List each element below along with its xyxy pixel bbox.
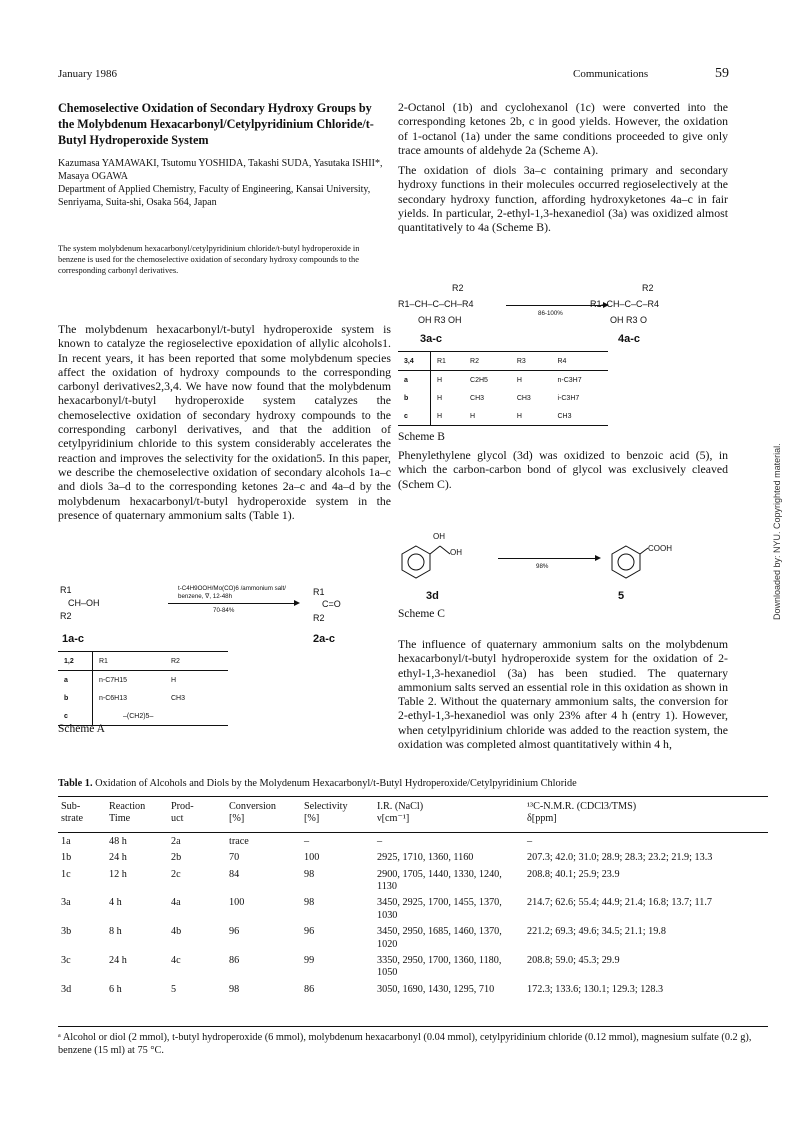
table1-col-header: Reaction Time [109, 801, 146, 825]
scheme-b-product-bottom: OH R3 O [610, 315, 648, 325]
scheme-a-r2: R2 [60, 611, 72, 621]
table1-col-header: I.R. (NaCl) ν[cm⁻¹] [377, 801, 424, 825]
scheme-c-product-label: 5 [618, 590, 625, 602]
scheme-c-oh-side: OH [450, 548, 462, 557]
table1-cell: 6 h [109, 983, 122, 995]
scheme-b-cell: H [437, 412, 443, 420]
table1-cell: 100 [304, 852, 320, 864]
page-number: 59 [715, 66, 729, 81]
table1-col-header: Sub- strate [61, 801, 84, 825]
table1-cell: 2900, 1705, 1440, 1330, 1240, 1130 [377, 868, 502, 893]
table1-cell: 4b [171, 926, 182, 938]
table1-cell: 98 [304, 897, 315, 909]
paragraph-glycol: Phenylethylene glycol (3d) was oxidized to benzoic acid (5), in which the carbon-carbon bond of glycol was exclusively cleaved (Schem C). [398, 448, 728, 491]
scheme-a-th: 1,2 [58, 652, 93, 671]
scheme-b-product-main: R1–CH–C–C–R4 [590, 299, 660, 309]
scheme-b-product-label: 4a-c [618, 333, 641, 345]
table1-cell: 3c [61, 955, 71, 967]
scheme-a-arrow [168, 603, 298, 604]
scheme-a-cell: CH3 [171, 694, 186, 702]
table1-cell: 3450, 2925, 1700, 1455, 1370, 1030 [377, 897, 502, 921]
scheme-b-yield: 86-100% [538, 310, 563, 317]
scheme-c-arrow [498, 558, 598, 559]
scheme-b-cell: H [516, 376, 522, 384]
table-row [58, 866, 768, 895]
table1-cell: 3d [61, 983, 72, 995]
table1-caption-text: Oxidation of Alcohols and Diols by the Molydenum Hexacarbonyl/t-Butyl Hydroperoxide/Cetylpyridinium Chloride [95, 778, 577, 789]
arrow-head-icon [294, 600, 300, 606]
scheme-c-yield: 98% [536, 563, 549, 570]
scheme-b-reactant-label: 3a-c [420, 333, 443, 345]
left-column-text [58, 322, 391, 527]
table1-cell: 208.8; 59.0; 45.3; 29.9 [527, 955, 620, 967]
table1-cell: 98 [304, 868, 315, 880]
table1-cell: 24 h [109, 852, 127, 864]
table1-cell: 99 [304, 955, 315, 967]
scheme-a-cell: n-C7H15 [99, 676, 128, 684]
scheme-b-cell: H [516, 412, 522, 420]
scheme-a-table [58, 651, 228, 726]
scheme-b-product-top: R2 [642, 283, 654, 293]
scheme-a-product-r2: R2 [313, 613, 325, 623]
table-row [58, 923, 768, 952]
table-row [58, 894, 768, 923]
scheme-a-yield: 70-84% [213, 607, 235, 614]
scheme-b-cell: CH3 [470, 394, 485, 402]
affiliation: Department of Applied Chemistry, Faculty of Engineering, Kansai University, Senriyama, Suita-shi, Osaka 564, Japan [58, 184, 371, 208]
scheme-a-th: R2 [171, 657, 180, 665]
scheme-a-cell: a [58, 671, 93, 690]
scheme-b-cell: H [437, 394, 443, 402]
scheme-c-label: Scheme C [398, 608, 445, 620]
scheme-a-cell: b [58, 689, 93, 707]
scheme-b-cell: b [398, 389, 431, 407]
table1-cell: 172.3; 133.6; 130.1; 129.3; 128.3 [527, 983, 664, 995]
scheme-a-center: CH–OH [68, 598, 100, 608]
scheme-a-th: R1 [99, 657, 108, 665]
table1-cell: 8 h [109, 926, 122, 938]
scheme-b-cell: c [398, 407, 431, 426]
right-column-bottom [398, 637, 728, 751]
table1-header-row [58, 800, 768, 832]
table1-cell: 24 h [109, 955, 127, 967]
table-row [58, 849, 768, 865]
scheme-a-cell: c [58, 707, 93, 726]
table1-cell: 2925, 1710, 1360, 1160 [377, 852, 474, 864]
table1-caption [58, 778, 768, 789]
table1-cell: – [377, 835, 383, 847]
scheme-a-cell: H [171, 676, 177, 684]
table1-cell: 221.2; 69.3; 49.6; 34.5; 21.1; 19.8 [527, 926, 666, 938]
paragraph-octanol: 2-Octanol (1b) and cyclohexanol (1c) were converted into the corresponding ketones 2b, c in good yields. However, the oxidation of 1-octanol (1a) under the same conditions proceeded to give only trace amounts of aldehyde 2a (Scheme A). [398, 100, 728, 157]
table1-cell: 208.8; 40.1; 25.9; 23.9 [527, 868, 620, 880]
table-row [58, 981, 768, 997]
table1-cell: 70 [229, 852, 240, 864]
table1-cell: 1a [61, 835, 71, 847]
right-column-top [398, 100, 728, 241]
running-date: January 1986 [58, 68, 117, 80]
table1-cell: 4c [171, 955, 181, 967]
scheme-b-th: R3 [516, 357, 526, 365]
table1-cell: 207.3; 42.0; 31.0; 28.9; 28.3; 23.2; 21.9; 13.3 [527, 852, 713, 864]
table1-cell: 1b [61, 852, 72, 864]
authors: Kazumasa YAMAWAKI, Tsutomu YOSHIDA, Takashi SUDA, Yasutaka ISHII*, Masaya OGAWA [58, 158, 383, 182]
table1-cell: 3450, 2950, 1685, 1460, 1370, 1020 [377, 926, 502, 950]
scheme-b-reactant-top: R2 [452, 283, 464, 293]
scheme-b-cell: a [398, 371, 431, 390]
table1-cell: trace [229, 835, 249, 847]
scheme-b-cell: CH3 [516, 394, 531, 402]
running-section: Communications [573, 68, 649, 80]
table1-cell: 86 [304, 983, 315, 995]
scheme-b-cell: n-C3H7 [557, 376, 582, 384]
table1-cell: 2b [171, 852, 182, 864]
scheme-c [398, 530, 728, 630]
table1-footnote: ᵃ Alcohol or diol (2 mmol), t-butyl hydroperoxide (6 mmol), molybdenum hexacarbonyl (0.04 mmol), cetylpyridinium chloride (0.12 mmol), magnesium sulfate (0.2 g), benzene (15 ml) at 75 °C. [58, 1032, 752, 1056]
table1-col-header: Prod- uct [171, 801, 194, 825]
scheme-b [398, 283, 728, 443]
scheme-b-label: Scheme B [398, 431, 445, 443]
scheme-b-table [398, 351, 608, 426]
intro-paragraph: The molybdenum hexacarbonyl/t-butyl hydroperoxide system is known to catalyze the regioselective epoxidation of allylic alcohols1. In recent years, it has been reported that some molybdenum species affect the oxidation of hydroxy compounds to the corresponding carbonyl derivatives2,3,4. We have now found that the molybdenum hexacarbonyl/t-butyl hydroperoxide system catalyzes the chemoselective oxidation of secondary hydroxy compounds to the corresponding carbonyl derivatives, and that the addition of cetylpyridinium chloride to this system considerably accelerates the reaction and improves the selectivity for the oxidation5. In this paper, we describe the chemoselective oxidation of secondary alcohols 1a–c and diols 3a–d to the corresponding ketones 2a–c and 4a–d by the molybdenum hexacarbonyl/t-butyl hydroperoxide system in the presence of quaternary ammonium salts (Table 1). [58, 322, 391, 522]
scheme-b-cell: H [437, 376, 443, 384]
table1-cell: 5 [171, 983, 177, 995]
scheme-b-th: R1 [437, 357, 446, 365]
scheme-a-reagent-2: benzene, ∇, 12-48h [178, 593, 233, 600]
table1-bottom-rule [58, 1026, 768, 1027]
table1-top-rule [58, 796, 768, 797]
table1-cell: 86 [229, 955, 240, 967]
scheme-b-reactant-bottom: OH R3 OH [418, 315, 462, 325]
table1-cell: 3350, 2950, 1700, 1360, 1180, 1050 [377, 955, 502, 979]
table1-caption-label: Table 1. [58, 778, 93, 789]
scheme-a-cell: n-C6H13 [99, 694, 128, 702]
table-row [58, 833, 768, 849]
table1-col-header: Selectivity [%] [304, 801, 348, 825]
article-title: Chemoselective Oxidation of Secondary Hydroxy Groups by the Molybdenum Hexacarbonyl/Cetylpyridinium Chloride/t-Butyl Hydroperoxide System [58, 101, 374, 147]
phenylethylene-glycol-structure [398, 540, 468, 585]
table1-cell: 1c [61, 868, 71, 880]
table1-cell: – [527, 835, 533, 847]
right-column-glycol [398, 448, 728, 491]
table1-cell: – [304, 835, 310, 847]
table1-cell: 98 [229, 983, 240, 995]
scheme-b-cell: i-C3H7 [557, 394, 580, 402]
table1-cell: 48 h [109, 835, 127, 847]
scheme-a-reactant-label: 1a-c [62, 633, 85, 645]
table1-cell: 96 [229, 926, 240, 938]
scheme-a [58, 585, 398, 755]
scheme-a-r1: R1 [60, 585, 72, 595]
table1 [58, 800, 768, 997]
table1-cell: 214.7; 62.6; 55.4; 44.9; 21.4; 16.8; 13.7; 11.7 [527, 897, 712, 909]
table1-cell: 96 [304, 926, 315, 938]
paragraph-diols: The oxidation of diols 3a–c containing primary and secondary hydroxy functions in their molecules occurred regioselectively at the secondary hydroxy function, affording hydroxyketones 4a–c in fair yields. In particular, 2-ethyl-1,3-hexanediol (3a) was oxidized almost quantitatively to 4a (Scheme B). [398, 163, 728, 235]
table1-cell: 84 [229, 868, 240, 880]
scheme-b-th: R2 [470, 357, 479, 365]
scheme-c-product-group: COOH [648, 544, 672, 553]
table1-cell: 12 h [109, 868, 127, 880]
scheme-b-th: 3,4 [398, 352, 431, 371]
paragraph-ammonium-salts: The influence of quaternary ammonium salts on the molybdenum hexacarbonyl/t-butyl hydroperoxide system for the oxidation of 2-ethyl-1,3-hexanediol (3a) has been studied. The quaternary ammonium salts served an essential role in this oxidation as shown in Table 2. Without the quaternary ammonium salts, the conversion for 2-ethyl-1,3-hexanediol was only 23% after 4 h (entry 1). However, when cetylpyridinium chloride was added to the reaction system, the oxidation was completed almost quantitatively within 4 h, [398, 637, 728, 752]
scheme-a-product-r1: R1 [313, 587, 325, 597]
scheme-b-th: R4 [557, 357, 567, 365]
scheme-a-label: Scheme A [58, 723, 105, 735]
table1-cell: 4 h [109, 897, 122, 909]
download-watermark: Downloaded by: NYU. Copyrighted material. [772, 443, 782, 620]
scheme-c-reactant-label: 3d [426, 590, 439, 602]
scheme-c-oh-top: OH [433, 532, 445, 541]
table1-col-header: Conversion [%] [229, 801, 276, 825]
scheme-b-cell: H [470, 412, 476, 420]
table1-col-header: ¹³C-N.M.R. (CDCl3/TMS) δ[ppm] [527, 801, 637, 825]
table1-cell: 3a [61, 897, 71, 909]
scheme-b-cell: C2H5 [470, 376, 488, 384]
table1-cell: 4a [171, 897, 181, 909]
scheme-a-reagent-1: t-C4H9OOH/Mo(CO)6 /ammonium salt/ [178, 585, 286, 592]
scheme-b-reactant-main: R1–CH–C–CH–R4 [398, 299, 474, 309]
abstract: The system molybdenum hexacarbonyl/cetylpyridinium chloride/t-butyl hydroperoxide in benzene is used for the chemoselective oxidation of secondary hydroxy compounds to the corresponding carbonyl derivatives. [58, 244, 360, 275]
scheme-a-product-label: 2a-c [313, 633, 336, 645]
table1-cell: 2c [171, 868, 181, 880]
table1-cell: 2a [171, 835, 181, 847]
table1-cell: 3b [61, 926, 72, 938]
scheme-a-product-center: C=O [322, 599, 341, 609]
table1-cell: 3050, 1690, 1430, 1295, 710 [377, 983, 495, 995]
scheme-b-cell: CH3 [557, 412, 572, 420]
arrow-head-icon [595, 555, 601, 561]
table-row [58, 952, 768, 981]
scheme-a-cell: –(CH2)5– [123, 712, 154, 720]
table1-cell: 100 [229, 897, 245, 909]
